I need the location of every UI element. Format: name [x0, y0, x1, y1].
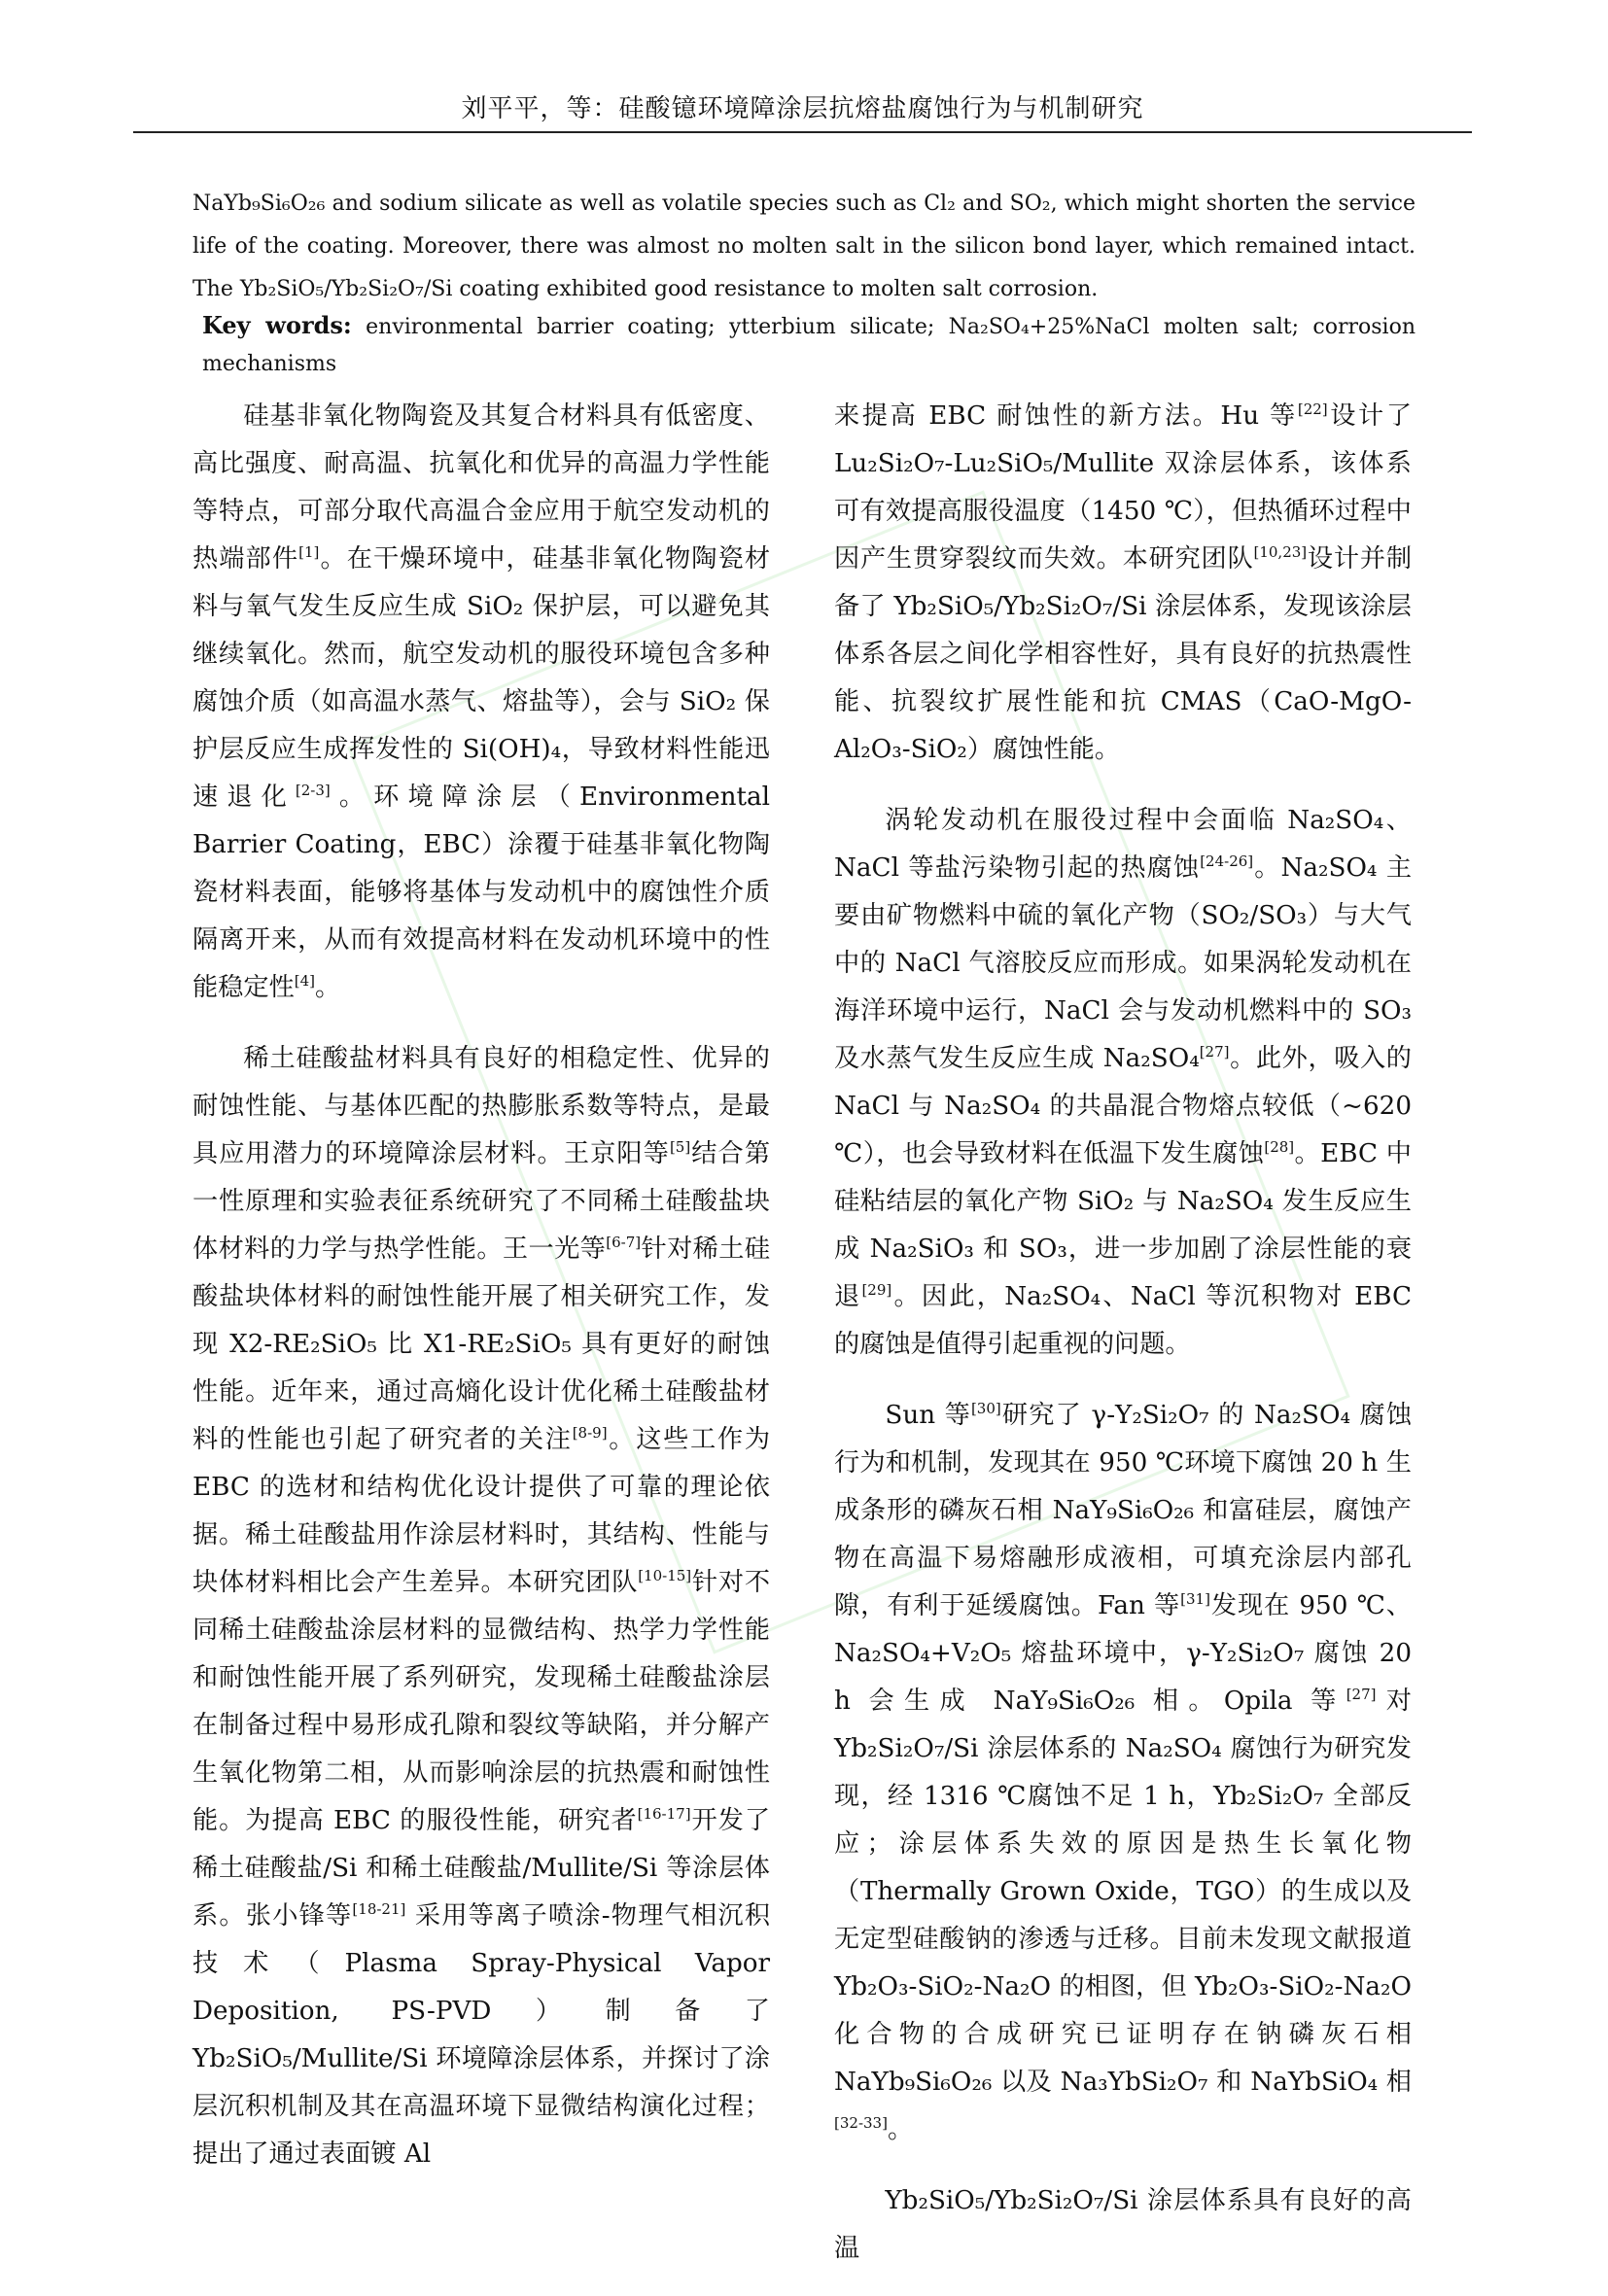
paragraph: 涡轮发动机在服役过程中会面临 Na₂SO₄、NaCl 等盐污染物引起的热腐蚀[24-26]。Na₂SO₄ 主要由矿物燃料中硫的氧化产物（SO₂/SO₃）与大气中的 NaCl 气溶胶反应而形成。如果涡轮发动机在海洋环境中运行，NaCl 会与发动机燃料中的 SO₃ 及水蒸气发生反应生成 Na₂SO₄[27]。此外，吸入的 NaCl 与 Na₂SO₄ 的共晶混合物熔点较低（~620 ℃），也会导致材料在低温下发生腐蚀[28]。EBC 中硅粘结层的氧化产物 SiO₂ 与 Na₂SO₄ 发生反应生成 Na₂SiO₃ 和 SO₃，进一步加剧了涂层性能的衰退[29]。因此，Na₂SO₄、NaCl 等沉积物对 EBC 的腐蚀是值得引起重视的问题。	[834, 806, 1413, 1359]
citation[interactable]: [4]	[294, 972, 315, 990]
citation[interactable]: [27]	[1199, 1043, 1230, 1061]
citation[interactable]: [30]	[970, 1400, 1001, 1417]
citation[interactable]: [10,23]	[1253, 543, 1308, 561]
citation[interactable]: [18-21]	[352, 1900, 406, 1918]
running-title: 刘平平，等：硅酸镱环境障涂层抗熔盐腐蚀行为与机制研究	[461, 94, 1144, 123]
paragraph: Yb₂SiO₅/Yb₂Si₂O₇/Si 涂层体系具有良好的高温	[834, 2186, 1412, 2263]
paragraph: 硅基非氧化物陶瓷及其复合材料具有低密度、高比强度、耐高温、抗氧化和优异的高温力学性能等特点，可部分取代高温合金应用于航空发动机的热端部件[1]。在干燥环境中，硅基非氧化物陶瓷材料与氧气发生反应生成 SiO₂ 保护层，可以避免其继续氧化。然而，航空发动机的服役环境包含多种腐蚀介质（如高温水蒸气、熔盐等），会与 SiO₂ 保护层反应生成挥发性的 Si(OH)₄，导致材料性能迅速退化[2-3]。环境障涂层（Environmental Barrier Coating，EBC）涂覆于硅基非氧化物陶瓷材料表面，能够将基体与发动机中的腐蚀性介质隔离开来，从而有效提高材料在发动机环境中的性能稳定性[4]。	[192, 401, 771, 1002]
citation[interactable]: [31]	[1180, 1590, 1210, 1608]
citation[interactable]: [27]	[1346, 1686, 1377, 1703]
abstract-continuation	[192, 183, 1416, 383]
keywords	[192, 307, 1416, 383]
running-header	[133, 92, 1472, 133]
citation[interactable]: [29]	[861, 1281, 892, 1299]
citation[interactable]: [22]	[1297, 400, 1328, 418]
paragraph: 稀土硅酸盐材料具有良好的相稳定性、优异的耐蚀性能、与基体匹配的热膨胀系数等特点，是最具应用潜力的环境障涂层材料。王京阳等[5]结合第一性原理和实验表征系统研究了不同稀土硅酸盐块体材料的力学与热学性能。王一光等[6-7]针对稀土硅酸盐块体材料的耐蚀性能开展了相关研究工作，发现 X2-RE₂SiO₅ 比 X1-RE₂SiO₅ 具有更好的耐蚀性能。近年来，通过高熵化设计优化稀土硅酸盐材料的性能也引起了研究者的关注[8-9]。这些工作为 EBC 的选材和结构优化设计提供了可靠的理论依据。稀土硅酸盐用作涂层材料时，其结构、性能与块体材料相比会产生差异。本研究团队[10-15]针对不同稀土硅酸盐涂层材料的显微结构、热学力学性能和耐蚀性能开展了系列研究，发现稀土硅酸盐涂层在制备过程中易形成孔隙和裂纹等缺陷，并分解产生氧化物第二相，从而影响涂层的抗热震和耐蚀性能。为提高 EBC 的服役性能，研究者[16-17]开发了稀土硅酸盐/Si 和稀土硅酸盐/Mullite/Si 等涂层体系。张小锋等[18-21] 采用等离子喷涂-物理气相沉积技术（Plasma Spray-Physical Vapor Deposition, PS-PVD）制备了 Yb₂SiO₅/Mullite/Si 环境障涂层体系，并探讨了涂层沉积机制及其在高温环境下显微结构演化过程；提出了通过表面镀 Al	[192, 1044, 771, 2169]
left-column	[192, 393, 770, 2202]
citation[interactable]: [1]	[298, 543, 320, 561]
citation[interactable]: [32-33]	[834, 2114, 888, 2132]
keywords-label: Key words:	[202, 311, 352, 339]
citation[interactable]: [28]	[1264, 1138, 1295, 1156]
citation[interactable]: [8-9]	[572, 1424, 608, 1442]
citation[interactable]: [24-26]	[1200, 852, 1254, 870]
citation[interactable]: [6-7]	[606, 1234, 642, 1251]
paragraph: 来提高 EBC 耐蚀性的新方法。Hu 等[22]设计了 Lu₂Si₂O₇-Lu₂SiO₅/Mullite 双涂层体系，该体系可有效提高服役温度（1450 ℃），但热循环过程中因产生贯穿裂纹而失效。本研究团队[10,23]设计并制备了 Yb₂SiO₅/Yb₂Si₂O₇/Si 涂层体系，发现该涂层体系各层之间化学相容性好，具有良好的抗热震性能、抗裂纹扩展性能和抗 CMAS（CaO-MgO-Al₂O₃-SiO₂）腐蚀性能。	[834, 400, 1413, 764]
citation[interactable]: [10-15]	[638, 1567, 692, 1584]
keywords-text: environmental barrier coating; ytterbium silicate; Na₂SO₄+25%NaCl molten salt; corrosion mechanisms	[202, 315, 1416, 376]
citation[interactable]: [16-17]	[637, 1805, 691, 1823]
right-column	[834, 393, 1412, 2296]
abstract-text: NaYb₉Si₆O₂₆ and sodium silicate as well as volatile species such as Cl₂ and SO₂, which might shorten the service life of the coating. Moreover, there was almost no molten salt in the silicon bond layer, which remained intact. The Yb₂SiO₅/Yb₂Si₂O₇/Si coating exhibited good resistance to molten salt corrosion.	[192, 191, 1416, 301]
citation[interactable]: [5]	[669, 1138, 691, 1156]
citation[interactable]: [2-3]	[295, 782, 331, 799]
paragraph: Sun 等[30]研究了 γ-Y₂Si₂O₇ 的 Na₂SO₄ 腐蚀行为和机制，发现其在 950 ℃环境下腐蚀 20 h 生成条形的磷灰石相 NaY₉Si₆O₂₆ 和富硅层，腐蚀产物在高温下易熔融形成液相，可填充涂层内部孔隙，有利于延缓腐蚀。Fan 等[31]发现在 950 ℃、Na₂SO₄+V₂O₅ 熔盐环境中，γ-Y₂Si₂O₇ 腐蚀 20 h 会生成 NaY₉Si₆O₂₆ 相。Opila 等[27]对 Yb₂Si₂O₇/Si 涂层体系的 Na₂SO₄ 腐蚀行为研究发现，经 1316 ℃腐蚀不足 1 h，Yb₂Si₂O₇ 全部反应；涂层体系失效的原因是热生长氧化物（Thermally Grown Oxide，TGO）的生成以及无定型硅酸钠的渗透与迁移。目前未发现文献报道 Yb₂O₃-SiO₂-Na₂O 的相图，但 Yb₂O₃-SiO₂-Na₂O 化合物的合成研究已证明存在钠磷灰石相 NaYb₉Si₆O₂₆ 以及 Na₃YbSi₂O₇ 和 NaYbSiO₄ 相[32-33]。	[834, 1400, 1413, 2144]
